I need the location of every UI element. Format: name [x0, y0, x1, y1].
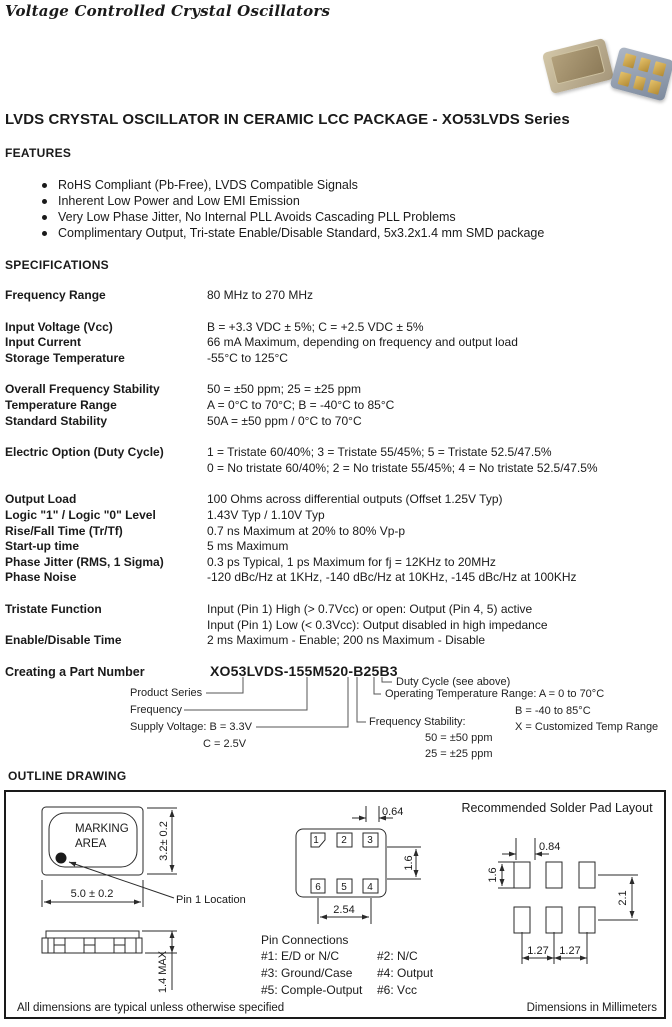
pad-pitch-dim-label: 2.54 [333, 904, 355, 916]
spec-value: 50 = ±50 ppm; 25 = ±25 ppm [207, 382, 361, 397]
spec-row [5, 508, 667, 524]
feature-item: Very Low Phase Jitter, No Internal PLL Avoids Cascading PLL Problems [40, 209, 544, 225]
spec-value: 0.7 ns Maximum at 20% to 80% Vp-p [207, 523, 406, 538]
spec-label: Rise/Fall Time (Tr/Tf) [5, 523, 123, 538]
part-number-value: XO53LVDS-155M520-B25B3 [210, 663, 398, 679]
spec-value [207, 602, 667, 633]
outline-footer-right: Dimensions in Millimeters [526, 1002, 657, 1014]
pin-number-1: 1 [313, 835, 319, 846]
spec-value: 5 ms Maximum [207, 539, 289, 554]
spec-value-line: Input (Pin 1) High (> 0.7Vcc) or open: Output (Pin 4, 5) active [207, 601, 533, 616]
spec-row [5, 492, 667, 508]
specifications-heading: SPECIFICATIONS [5, 258, 109, 272]
feature-item: Inherent Low Power and Low EMI Emission [40, 193, 544, 209]
solder-pitch-dim-label-2: 1.27 [559, 945, 581, 957]
solder-pad-height-dimension [498, 862, 518, 888]
spec-group [5, 445, 667, 476]
chip-pad [622, 53, 636, 68]
thickness-dim-label: 1.4 MAX [157, 950, 169, 994]
pin-number-6: 6 [315, 882, 321, 893]
spec-label: Input Voltage (Vcc) [5, 319, 113, 334]
spec-value-line: Input (Pin 1) Low (< 0.3Vcc): Output disabled in high impedance [207, 617, 548, 632]
doc-title: Voltage Controlled Crystal Oscillators [5, 2, 331, 20]
product-photo-chip-bottom [610, 46, 672, 101]
solder-row-gap-dim-label: 2.1 [617, 890, 629, 906]
chip-pads [618, 53, 667, 95]
spec-label: Output Load [5, 492, 77, 507]
callout-temp-range-b: B = -40 to 85°C [515, 705, 591, 717]
spec-value: 2 ms Maximum - Enable; 200 ns Maximum - Disable [207, 633, 486, 648]
pin1-dot [56, 853, 67, 864]
outline-drawing-box [4, 790, 666, 1019]
spec-group [5, 492, 667, 586]
part-number-label: Creating a Part Number [5, 665, 145, 679]
outline-footer-left: All dimensions are typical unless otherwise specified [17, 1002, 285, 1014]
pad-width-dim-label: 0.64 [382, 806, 404, 818]
pin-connections-heading: Pin Connections [261, 933, 349, 947]
part-number-diagram [0, 660, 672, 772]
spec-value: 50A = ±50 ppm / 0°C to 70°C [207, 413, 362, 428]
features-heading: FEATURES [5, 146, 72, 160]
pin-connection-1: #1: E/D or N/C [261, 949, 340, 963]
spec-label: Frequency Range [5, 288, 106, 302]
spec-value: 0.3 ps Typical, 1 ps Maximum for fj = 12KHz to 20MHz [207, 554, 496, 569]
spec-row [5, 382, 667, 398]
product-photo-chip-top [542, 38, 614, 94]
spec-value-line: 1 = Tristate 60/40%; 3 = Tristate 55/45%; 5 = Tristate 52.5/47.5% [207, 445, 552, 460]
spec-group [5, 602, 667, 649]
chip-pad [648, 80, 662, 95]
pad-gap-dim-label: 1.6 [403, 855, 415, 871]
pin1-location-label: Pin 1 Location [176, 894, 246, 906]
spec-label: Overall Frequency Stability [5, 382, 160, 397]
spec-label: Enable/Disable Time [5, 633, 122, 648]
spec-label: Phase Noise [5, 570, 77, 585]
pin-connection-5: #5: Comple-Output [261, 983, 363, 997]
marking-area-line2: AREA [75, 838, 107, 850]
spec-label: Standard Stability [5, 413, 108, 428]
spec-row [5, 633, 667, 649]
features-list [40, 177, 544, 241]
spec-row [5, 414, 667, 430]
spec-label: Logic "1" / Logic "0" Level [5, 507, 156, 522]
spec-group [5, 320, 667, 367]
spec-value: -55°C to 125°C [207, 350, 288, 365]
spec-label: Temperature Range [5, 397, 117, 412]
spec-value: B = +3.3 VDC ± 5%; C = +2.5 VDC ± 5% [207, 319, 424, 334]
spec-label: Tristate Function [5, 601, 102, 616]
spec-value: 80 MHz to 270 MHz [207, 288, 314, 302]
feature-item: RoHS Compliant (Pb-Free), LVDS Compatible Signals [40, 177, 544, 193]
chip-pad [653, 61, 667, 76]
pin-connection-2: #2: N/C [377, 949, 418, 963]
spec-value [207, 445, 667, 476]
spec-value: -120 dBc/Hz at 1KHz, -140 dBc/Hz at 10KHz, -145 dBc/Hz at 100KHz [207, 570, 577, 585]
spec-row [5, 398, 667, 414]
chip-pad [633, 76, 647, 91]
callout-stability-50: 50 = ±50 ppm [425, 732, 493, 744]
spec-value: 1.43V Typ / 1.10V Typ [207, 507, 325, 522]
chip-pad [638, 57, 652, 72]
pin-number-2: 2 [341, 835, 347, 846]
pin-connection-3: #3: Ground/Case [261, 966, 353, 980]
marking-area-line1: MARKING [75, 823, 129, 835]
callout-duty-cycle: Duty Cycle (see above) [396, 676, 511, 688]
spec-value: 100 Ohms across differential outputs (Offset 1.25V Typ) [207, 492, 503, 507]
pin-connection-6: #6: Vcc [377, 983, 418, 997]
callout-stability-25: 25 = ±25 ppm [425, 748, 493, 760]
pin-connection-4: #4: Output [377, 966, 434, 980]
spec-row [5, 320, 667, 336]
spec-row [5, 570, 667, 586]
spec-row [5, 555, 667, 571]
height-dim-label: 3.2± 0.2 [158, 821, 170, 861]
spec-value: 66 mA Maximum, depending on frequency and output load [207, 335, 518, 350]
spec-row [5, 288, 667, 304]
spec-group [5, 288, 667, 304]
spec-label: Electric Option (Duty Cycle) [5, 445, 164, 460]
spec-row [5, 539, 667, 555]
spec-label: Start-up time [5, 539, 80, 554]
callout-supply-voltage-alt: C = 2.5V [203, 738, 247, 750]
spec-group [5, 382, 667, 429]
solder-pitch-dim-label-1: 1.27 [527, 945, 549, 957]
solder-pad-width-dim-label: 0.84 [539, 841, 561, 853]
callout-product-series: Product Series [130, 687, 203, 699]
outline-drawing [6, 792, 664, 1017]
solder-pad-height-dim-label: 1.6 [487, 867, 499, 883]
spec-row [5, 445, 667, 476]
spec-row [5, 351, 667, 367]
spec-row [5, 524, 667, 540]
width-dim-label: 5.0 ± 0.2 [70, 888, 114, 900]
callout-supply-voltage: Supply Voltage: B = 3.3V [130, 721, 253, 733]
callout-temp-range: Operating Temperature Range: A = 0 to 70°C [385, 688, 605, 700]
specifications-table [5, 288, 667, 665]
page-title: LVDS CRYSTAL OSCILLATOR IN CERAMIC LCC PACKAGE - XO53LVDS Series [5, 111, 570, 128]
pin-number-4: 4 [367, 882, 373, 893]
pin-number-5: 5 [341, 882, 347, 893]
spec-value: A = 0°C to 70°C; B = -40°C to 85°C [207, 397, 395, 412]
pin-number-3: 3 [367, 835, 373, 846]
chip-pad [618, 71, 632, 86]
spec-label: Phase Jitter (RMS, 1 Sigma) [5, 554, 164, 569]
spec-label: Storage Temperature [5, 350, 125, 365]
feature-item: Complimentary Output, Tri-state Enable/Disable Standard, 5x3.2x1.4 mm SMD package [40, 225, 544, 241]
spec-label: Input Current [5, 335, 81, 350]
spec-value-line: 0 = No tristate 60/40%; 2 = No tristate 55/45%; 4 = No tristate 52.5/47.5% [207, 460, 598, 475]
spec-row [5, 602, 667, 633]
spec-row [5, 335, 667, 351]
solder-pad-layout [514, 862, 595, 933]
package-side-view [42, 931, 142, 953]
callout-frequency-stability: Frequency Stability: [369, 716, 466, 728]
callout-frequency: Frequency [130, 704, 182, 716]
callout-temp-range-x: X = Customized Temp Range [515, 721, 659, 733]
chip-lid [550, 44, 606, 84]
outline-drawing-heading: OUTLINE DRAWING [8, 769, 127, 783]
solder-pad-title: Recommended Solder Pad Layout [461, 801, 653, 815]
